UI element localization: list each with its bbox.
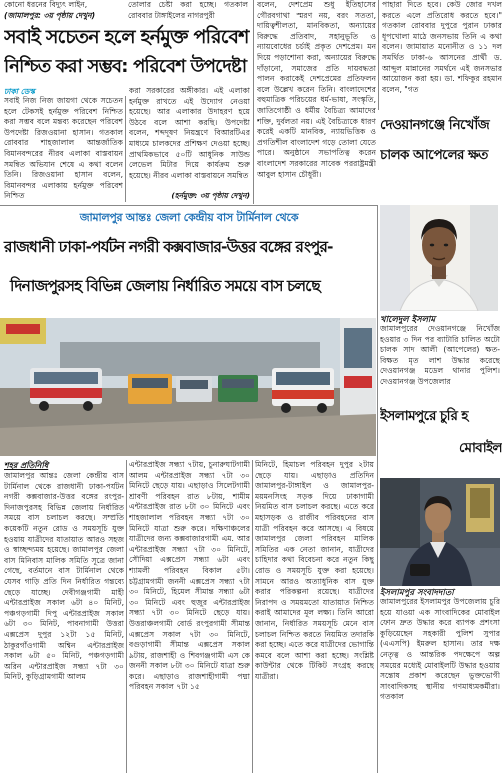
column-divider <box>377 205 378 773</box>
bus-headline-line-2: দিনাজপুরসহ বিভিন্ন জেলায় নির্ধারিত সময়ে বাস চলছে <box>10 277 320 295</box>
section-divider <box>0 205 378 206</box>
dewanganj-headline <box>380 110 502 174</box>
bus-story-col-1: জামালপুর আন্তঃ জেলা কেন্দ্রীয় বাস টার্মিনাল থেকে রাজধানী ঢাকা-পর্যটন নগরী কক্সবাজার-উত্তর বঙ্গের রংপুর-দিনাজপুরসহ বিভিন্ন জেলায় নির্ধারিত সময়ে বাস চলাচল করছে। সম্প্রতি কয়েকটি নতুন রোড ও সময়সূচি যুক্ত হওয়ায় যাত্রীদের যাতায়াত আরও সহজ ও স্বাচ্ছন্দ্যময় হয়েছে। জামালপুর জেলা বাস মিনিবাস মালিক সমিতি সূত্রে জানা গেছে, বর্তমানে বাস টার্মিনাল থেকে যেসব গাড়ি প্রতি দিন নির্ধারিত গন্তব্যে ছেড়ে যাচ্ছে। দেবীগঞ্জগামী মাহী এন্টারপ্রাইজ সকাল ৬টা ৪০ মিনিট, পঞ্চগড়গামী দিপু এন্টারপ্রাইজ সকাল ৬টা ৩০ মিনিট, পাবনাগামী উত্তরা এক্সপ্রেস দুপুর ১২টা ১৫ মিনিট, ঠাকুরগাঁওগামী অশ্বিন এন্টারপ্রাইজ সকাল ৬টা ৫০ মিনিট, পঞ্চগড়গামী অরিন এন্টারপ্রাইজ সন্ধ্যা ৭টা ৩০ মিনিট, কুড়িগ্রামগামী আলম <box>4 471 124 682</box>
top-middle-snippet: তোলার চেষ্টা করা হচ্ছে। গতকাল রোববার টাঙ্গাইলের নাগরপুরী <box>128 0 248 20</box>
bus-headline-line-1: রাজধানী ঢাকা-পর্যটন নগরী কক্সবাজার-উত্তর বঙ্গের রংপুর- <box>4 238 333 256</box>
jamaat-story-text: পাহারা দিতে হবে। কেউ জোর দখল করতে এলে প্রতিরোধ করতে হবে।" গতকাল রোববার দুপুরে পুরান ঢাকার ধূপখোলা মাঠে জনসভায় তিনি এ কথা বলেন। জামায়াত মনোনীত ও ১১ দল সমর্থিত ঢাকা-৬ আসনের প্রার্থী ড. আব্দুল মান্নানের সমর্থনে এই জনসভার আয়োজন করা হয়। ডা. শফিকুর রহমান বলেন, "গত <box>382 0 502 94</box>
islampur-photo-caption: ইসলামপুর সংবাদদাতা <box>380 588 454 597</box>
dewanganj-photo-caption: খালেদুল ইসলাম <box>380 315 436 324</box>
column-divider <box>126 460 127 773</box>
story-horn-continuation: (হর্নমুক্ত: ৩য় পৃষ্ঠায় দেখুন) <box>171 191 250 200</box>
officer-image <box>380 478 500 586</box>
top-left-continuation: (জামালপুর: ৩য় পৃষ্ঠায় দেখুন) <box>4 10 96 20</box>
islampur-headline-line-1: ইসলামপুরে চুরি হ <box>380 408 468 424</box>
column-divider <box>253 0 254 204</box>
bus-terminal-photo <box>0 318 376 456</box>
portrait-image <box>380 205 498 311</box>
bus-story-col-2: এন্টারপ্রাইজ সন্ধ্যা ৭টায়, চুনারুঘাটগামী আলম এন্টারপ্রাইজ সন্ধ্যা ৭টা ৩০ মিনিটে ছেড়ে যায়। এছাড়াও সিলেটগামী শ্রাবণী পরিবহন রাত ৮টায়, শামীম এন্টারপ্রাইজ রাত ৮টা ৩০ মিনিটে এবং শাহজালাল পরিবহন সন্ধ্যা ৭টা ৩০ মিনিটে যাত্রা শুরু করে। দক্ষিণাঞ্চলের যাত্রীদের জন্য কক্সবাজারগামী এম. আর এন্টারপ্রাইজ সন্ধ্যা ৭টা ৩০ মিনিটে, সৌদিয়া এক্সপ্রেস সন্ধ্যা ৬টা এবং শ্যামলী পরিবহন বিকাল ৫টা। চট্টগ্রামগামী জননী এক্সপ্রেস সন্ধ্যা ৭টা ৩০ মিনিটে, হিমেল সীমান্ত সন্ধ্যা ৬টা ৩০ মিনিটে এবং হুজুর এন্টারপ্রাইজ সন্ধ্যা ৭টা ৩০ মিনিটে ছেড়ে যায়। উত্তরাঞ্চলগামী বোর্ড রংপুরগামী সীমান্ত এক্সপ্রেস সকাল ৭টা ৩০ মিনিটে, বগুড়াগামী সীমান্ত এক্সপ্রেস সকাল ৯টায়, রাজশাহী ও শিবগঞ্জগামী এস কে জননী সকাল ৮টা ৩০ মিনিটে যাত্রা শুরু করে। এছাড়াও রাজশাহীগামী পদ্মা পরিবহন সকাল ৭টা ১৫ <box>129 460 250 692</box>
bus-story-headline <box>0 228 376 312</box>
column-divider <box>125 96 126 202</box>
bus-story-col-3: মিনিটে, হিমাচল পরিবহন দুপুর ২টায় ছেড়ে যায়। এছাড়াও প্রতিদিন জামালপুর-টাঙ্গাইল ও জামালপুর-ময়মনসিংহ সড়ক দিয়ে ঢাকাগামী নিয়মিত বাস চলাচল করছে। এতে করে মহাসড়ক ও রাজীব পরিবহনের বাস যাত্রী পরিবহন করে আসছে। এ বিষয়ে জামালপুর জেলা পরিবহন মালিক সমিতির এক নেতা জানান, যাত্রীদের চাহিদার কথা বিবেচনা করে নতুন কিছু রোড ও সময়সূচি যুক্ত করা হয়েছে। সামনে আরও অত্যাধুনিক বাস যুক্ত করার পরিকল্পনা রয়েছে। যাত্রীদের নিরাপদ ও সময়মতো যাতায়াত নিশ্চিত করাই আমাদের মূল লক্ষ্য। তিনি আরো জানান, নির্ধারিত সময়সূচি মেনে বাস চলাচল নিশ্চিত করতে নিয়মিত তদারকি করা হচ্ছে। এতে করে যাত্রীদের ভোগান্তি কমবে বলে আশা করা হচ্ছে। সংশ্লিষ্ট কাউন্টার থেকে টিকিট সংগ্রহ করছে যাত্রীরা। <box>255 460 374 681</box>
bus-terminal-image <box>0 318 376 456</box>
bus-story-kicker: জামালপুর আন্তঃ জেলা কেন্দ্রীয় বাস টার্মিনাল থেকে <box>79 211 299 224</box>
dewanganj-headline-line-1: দেওয়ানগঞ্জে নিখোঁজ <box>380 117 490 133</box>
story-horn-text-right: করা সরকারের অঙ্গীকার। এই এলাকা হর্নমুক্ত রাখতে এই উদ্যোগ নেওয়া হয়েছে। আর এলাকার উদাহরণ হয়ে উঠবে বলে আশা করছি। উপদেষ্টা বলেন, শব্দদূষণ নিয়ন্ত্রণে বিআরটিএর মাধ্যমে চালকদের প্রশিক্ষণ দেওয়া হচ্ছে। প্রাথমিকভাবে ৫০টি আধুনিক সাউন্ড লেভেল মিটার দিয়ে কার্যক্রম শুরু হয়েছে। নীরব এলাকা বাস্তবায়নে সমন্বিত <box>129 86 250 180</box>
column-divider <box>252 460 253 773</box>
patriotism-story-text: বলেন, দেশপ্রেম শুধু ইতিহাসের গৌরবগাথা স্মরণ নয়, বরং সততা, দায়িত্বশীলতা, মানবিকতা, অন্যায়ের বিরুদ্ধে প্রতিবাদ, সহানুভূতি ও ন্যায়বোধের চর্চাই প্রকৃত দেশপ্রেম। মন দিয়ে পড়াশোনা করা, অন্যায়ের বিরুদ্ধে দাঁড়ানো, সমাজের প্রতি দায়বদ্ধতা পালন করাকেই দেশপ্রেমের প্রতিফলন বলে উল্লেখ করেন তিনি। বাংলাদেশের বহুমাত্রিক পরিচয়ের ধর্ম-ভাষা, সংস্কৃতি, জাতিগোষ্ঠী ও ধর্মীয় বৈচিত্র্য আমাদের শক্তি, দুর্বলতা নয়। এই বৈচিত্র্যকে ধারণ করেই একটি মানবিক, ন্যায়ভিত্তিক ও প্রগতিশীল বাংলাদেশ গড়ে তোলা যেতে পারে। অনুষ্ঠানে সভাপতিত্ব করেন বাংলাদেশ সরকারের সাবেক পররাষ্ট্রমন্ত্রী আবুল হাসান চৌধুরী। <box>257 0 376 179</box>
victim-portrait-photo <box>380 205 498 311</box>
police-officer-photo <box>380 478 500 586</box>
story-horn-headline <box>4 23 254 85</box>
top-left-snippet <box>4 0 122 22</box>
column-divider <box>378 0 379 110</box>
islampur-headline-line-2: মোবাইল <box>459 440 502 456</box>
top-left-line-1: কোনো ধরনের বিদ্যুৎ লাইন, <box>4 0 88 9</box>
story-horn-text-left: সবাই নিজ নিজ জায়গা থেকে সচেতন হলে টেকসই হর্নমুক্ত পরিবেশ নিশ্চিত করা সম্ভব বলে মন্তব্য করেছেন পরিবেশ উপদেষ্টা রিজওয়ানা হাসান। গতকাল রোববার শাহজালাল আন্তর্জাতিক বিমানবন্দরের নীরব এলাকা বাস্তবায়ন সমন্বিত অভিযান শেষে এ কথা বলেন তিনি। রিজওয়ানা হাসান বলেন, বিমানবন্দর এলাকায় হর্নমুক্ত পরিবেশ নিশ্চিত <box>4 96 123 201</box>
story-horn-headline-line-1: সবাই সচেতন হলে হর্নমুক্ত পরিবেশ <box>4 26 249 48</box>
islampur-story-text: জামালপুরের ইসলামপুর উপজেলায় চুরি হয়ে যাওয়া এক সাংবাদিকের মোবাইল ফোন দ্রুত উদ্ধার করে ব্যাপক প্রশংসা কুড়িয়েছেন সহকারী পুলিশ সুপার (এএসপি) ইমরুল হাসান। তার দক্ষ নেতৃত্ব ও আন্তরিক পদক্ষেপে অল্প সময়ের মধ্যেই মোবাইলটি উদ্ধার হওয়ায় সন্তোষ প্রকাশ করেছেন ভুক্তভোগী সাংবাদিকসহ স্থানীয় গণমাধ্যমকর্মীরা। গতকাল <box>380 597 500 702</box>
story-horn-dateline: ঢাকা ডেস্ক <box>4 87 35 96</box>
dewanganj-headline-line-2: চালক আপেলের ক্ষত <box>380 147 488 163</box>
islampur-headline <box>380 400 502 468</box>
story-horn-headline-line-2: নিশ্চিত করা সম্ভব: পরিবেশ উপদেষ্টা <box>4 56 247 77</box>
bus-story-byline: শহর প্রতিনিধি <box>4 461 49 470</box>
dewanganj-story-text: জামালপুরের দেওয়ানগঞ্জে নিখোঁজ হওয়ার ৩ দিন পর ব্যাটারি চালিত অটো চালক সাদ আলী (আপেলের) ক্ষত-বিক্ষত মৃত লাশ উদ্ধার করেছে দেওয়ানগঞ্জ মডেল থানার পুলিশ। দেওয়ানগঞ্জ উপজেলার <box>380 324 500 386</box>
